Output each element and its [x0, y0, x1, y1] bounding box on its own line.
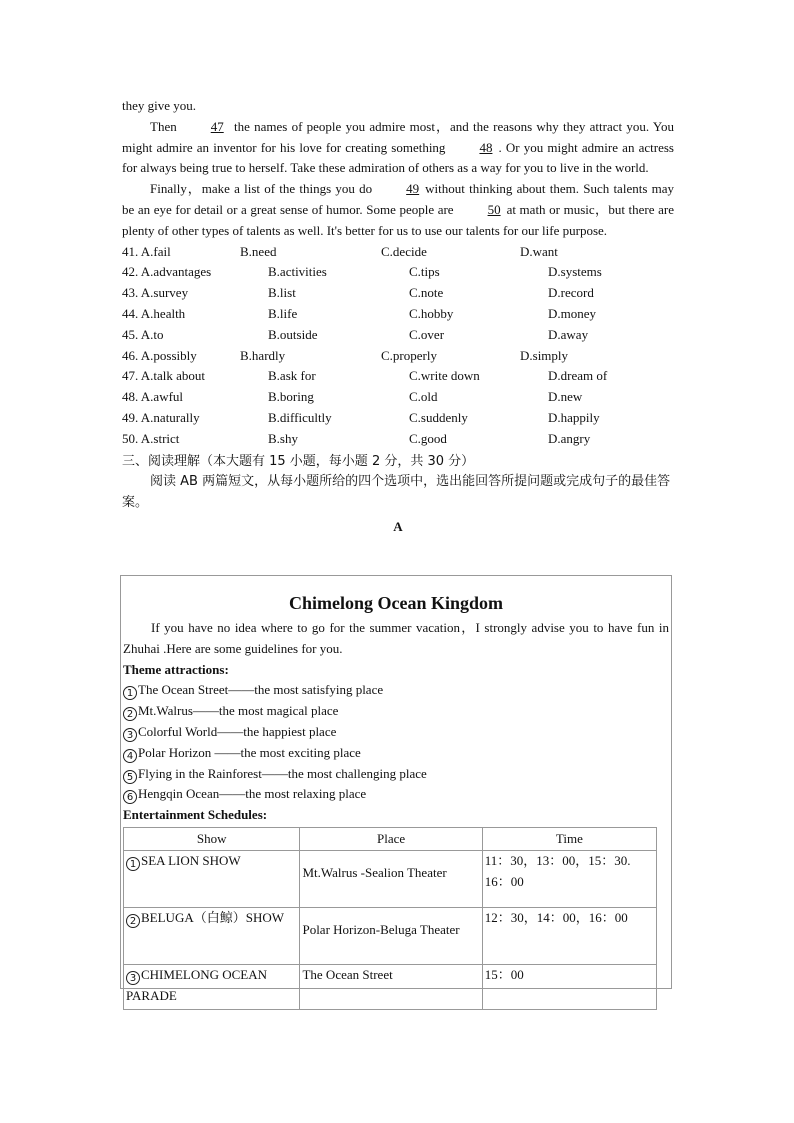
- option-a[interactable]: 50. A.strict: [122, 430, 180, 446]
- cell-place: Mt.Walrus -Sealion Theater: [300, 851, 482, 908]
- option-c[interactable]: C.note: [409, 285, 444, 301]
- attraction-item: 1 The Ocean Street——the most satisfying place: [123, 680, 669, 701]
- cell-time: 12：30，14：00，16：00: [482, 908, 656, 965]
- option-d[interactable]: D.away: [548, 326, 589, 342]
- option-row: [122, 304, 674, 325]
- passage-paragraph-2: Finally，make a list of the things you do 49 without thinking about them. Such talents may be an eye for detail or a great sense of humor. Some people are 50 at math or music，but there are plenty of other types of talents as well. It's better for us to use our talents for our life purpose.: [122, 181, 674, 238]
- exam-page: [122, 96, 674, 538]
- header-show: Show: [124, 828, 300, 851]
- option-b[interactable]: B.outside: [268, 326, 318, 342]
- box-intro: If you have no idea where to go for the summer vacation，I strongly advise you to have fun in Zhuhai .Here are some guidelines for you.: [123, 620, 669, 656]
- theme-heading: Theme attractions:: [123, 661, 229, 677]
- option-c[interactable]: C.properly: [381, 347, 437, 363]
- option-a[interactable]: 45. A.to: [122, 326, 164, 342]
- cell-show: 1 SEA LION SHOW: [124, 851, 300, 908]
- header-place: Place: [300, 828, 482, 851]
- option-row: [122, 346, 674, 367]
- option-a[interactable]: 48. A.awful: [122, 389, 184, 405]
- option-c[interactable]: C.write down: [409, 368, 480, 384]
- option-d[interactable]: D.simply: [520, 347, 569, 363]
- cell-show: 3 CHIMELONG OCEAN PARADE: [124, 965, 300, 1010]
- table-row: [124, 965, 657, 1010]
- option-c[interactable]: C.tips: [409, 264, 440, 280]
- option-c[interactable]: C.over: [409, 326, 445, 342]
- section-instruction: 阅读 AB 两篇短文，从每小题所给的四个选项中，选出能回答所提问题或完成句子的最佳答案。: [122, 474, 671, 511]
- answer-options: [122, 242, 674, 450]
- option-a[interactable]: 49. A.naturally: [122, 409, 200, 425]
- circled-number: 1: [126, 857, 140, 871]
- attraction-item: 4 Polar Horizon ——the most exciting place: [123, 743, 669, 764]
- option-row: [122, 283, 674, 304]
- option-d[interactable]: D.want: [520, 243, 558, 259]
- header-time: Time: [482, 828, 656, 851]
- table-row: [124, 851, 657, 908]
- attraction-item: 2 Mt.Walrus——the most magical place: [123, 701, 669, 722]
- circled-number: 5: [123, 770, 137, 784]
- option-c[interactable]: C.good: [409, 430, 447, 446]
- circled-number: 4: [123, 749, 137, 763]
- attraction-item: 6 Hengqin Ocean——the most relaxing place: [123, 784, 669, 805]
- circled-number: 3: [123, 728, 137, 742]
- cell-place: Polar Horizon-Beluga Theater: [300, 908, 482, 965]
- passage-paragraph-1: Then 47 the names of people you admire most，and the reasons why they attract you. You might admire an inventor for his love for creating something 48 . Or you might admire an actress for always being true to herself. Take these admiration of others as a way for you to live in the world.: [122, 118, 674, 176]
- option-row: [122, 325, 674, 346]
- option-d[interactable]: D.money: [548, 305, 597, 321]
- passage-line: they give you.: [122, 98, 197, 113]
- option-a[interactable]: 41. A.fail: [122, 243, 171, 259]
- option-d[interactable]: D.dream of: [548, 368, 608, 384]
- table-header-row: [124, 828, 657, 851]
- option-c[interactable]: C.hobby: [409, 305, 454, 321]
- passage-a-box: [120, 575, 672, 1003]
- circled-number: 3: [126, 971, 140, 985]
- option-row: [122, 242, 674, 263]
- attraction-list: [123, 680, 669, 805]
- circled-number: 6: [123, 790, 137, 804]
- table-row: [124, 908, 657, 965]
- circled-number: 2: [123, 707, 137, 721]
- option-b[interactable]: B.difficultly: [268, 409, 332, 425]
- option-d[interactable]: D.systems: [548, 264, 602, 280]
- passage-letter: A: [393, 518, 403, 534]
- option-c[interactable]: C.suddenly: [409, 409, 468, 425]
- option-row: [122, 366, 674, 387]
- option-c[interactable]: C.decide: [381, 243, 427, 259]
- option-a[interactable]: 47. A.talk about: [122, 368, 206, 384]
- circled-number: 1: [123, 686, 137, 700]
- option-row: [122, 262, 674, 283]
- option-d[interactable]: D.new: [548, 389, 583, 405]
- cell-time: 15：00: [482, 965, 656, 1010]
- option-row: [122, 387, 674, 408]
- option-c[interactable]: C.old: [409, 389, 438, 405]
- option-a[interactable]: 42. A.advantages: [122, 264, 212, 280]
- option-b[interactable]: B.boring: [268, 389, 314, 405]
- attraction-item: 5 Flying in the Rainforest——the most challenging place: [123, 764, 669, 785]
- option-b[interactable]: B.activities: [268, 264, 327, 280]
- option-d[interactable]: D.record: [548, 285, 594, 301]
- option-b[interactable]: B.list: [268, 285, 296, 301]
- option-b[interactable]: B.shy: [268, 430, 298, 446]
- option-a[interactable]: 43. A.survey: [122, 285, 189, 301]
- blank-48[interactable]: 48: [479, 139, 493, 155]
- circled-number: 2: [126, 914, 140, 928]
- option-row: [122, 429, 674, 450]
- option-a[interactable]: 46. A.possibly: [122, 347, 197, 363]
- option-d[interactable]: D.angry: [548, 430, 591, 446]
- option-b[interactable]: B.hardly: [240, 347, 286, 363]
- option-a[interactable]: 44. A.health: [122, 305, 186, 321]
- schedule-heading: Entertainment Schedules:: [123, 807, 268, 823]
- option-b[interactable]: B.need: [240, 243, 277, 259]
- attraction-item: 3 Colorful World——the happiest place: [123, 722, 669, 743]
- cell-show: 2 BELUGA（白鲸）SHOW: [124, 908, 300, 965]
- option-b[interactable]: B.life: [268, 305, 298, 321]
- blank-47[interactable]: 47: [210, 118, 224, 134]
- box-title: Chimelong Ocean Kingdom: [288, 593, 503, 613]
- option-b[interactable]: B.ask for: [268, 368, 316, 384]
- blank-50[interactable]: 50: [487, 201, 501, 217]
- option-d[interactable]: D.happily: [548, 409, 600, 425]
- schedule-table: [123, 827, 657, 1010]
- option-row: [122, 408, 674, 429]
- section-heading: 三、阅读理解（本大题有 15 小题，每小题 2 分，共 30 分）: [122, 453, 475, 469]
- blank-49[interactable]: 49: [406, 181, 420, 197]
- cell-place: The Ocean Street: [300, 965, 482, 1010]
- cell-time: 11：30，13：00，15：30. 16：00: [482, 851, 656, 908]
